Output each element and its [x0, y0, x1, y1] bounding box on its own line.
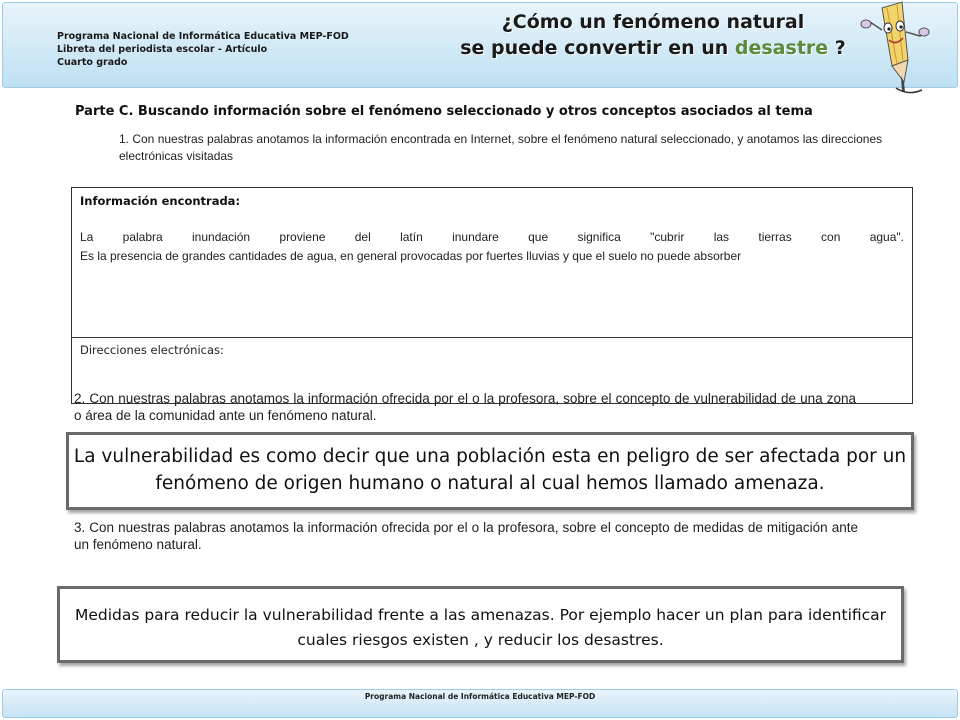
footer-text: Programa Nacional de Informática Educativa MEP-FOD — [364, 692, 596, 701]
page-title — [423, 9, 883, 61]
information-label: Información encontrada: — [80, 194, 241, 208]
title-line-2 — [423, 35, 883, 61]
footer-banner — [2, 689, 958, 718]
instruction-2: 2. Con nuestras palabras anotamos la información ofrecida por el o la profesora, sobre el concepto de vulnerabilidad de una zona o área de la comunidad ante un fenómeno natural. — [74, 391, 856, 423]
information-box — [71, 187, 913, 404]
header-banner — [2, 2, 958, 88]
title-highlight: desastre — [734, 37, 829, 59]
instruction-3: 3. Con nuestras palabras anotamos la información ofrecida por el o la profesora, sobre el concepto de medidas de mitigación ante un fenómeno natural. — [74, 520, 858, 552]
information-text — [80, 228, 904, 266]
vulnerability-answer-text: La vulnerabilidad es como decir que una población esta en peligro de ser afectada por un fenómeno de origen humano o natural al cual hemos llamado amenaza. — [73, 446, 907, 494]
box-divider — [72, 337, 912, 338]
section-title: Parte C. Buscando información sobre el fenómeno seleccionado y otros conceptos asociados al tema — [75, 104, 813, 119]
information-line-1: La palabra inundación proviene del latín inundare que significa "cubrir las tierras con agua". — [80, 230, 904, 244]
instruction-1: 1. Con nuestras palabras anotamos la información encontrada en Internet, sobre el fenómeno natural seleccionado, y anotamos las direcciones electrónicas visitadas — [119, 132, 883, 163]
notebook-name: Libreta del periodista escolar - Artículo — [57, 44, 268, 55]
program-name: Programa Nacional de Informática Educativa MEP-FOD — [57, 31, 349, 42]
title-suffix: ? — [828, 37, 846, 59]
mitigation-answer-text: Medidas para reducir la vulnerabilidad frente a las amenazas. Por ejemplo hacer un plan para identificar cuales riesgos existen , y reducir los desastres. — [74, 606, 887, 649]
vulnerability-answer-box — [66, 432, 914, 510]
mitigation-answer-box — [57, 586, 904, 663]
pencil-character-icon — [858, 0, 938, 98]
title-line-1: ¿Cómo un fenómeno natural — [501, 11, 805, 33]
program-info — [57, 30, 349, 69]
information-line-2: Es la presencia de grandes cantidades de agua, en general provocadas por fuertes lluvias y que el suelo no puede absorber — [80, 249, 742, 263]
title-text: se puede convertir en un — [460, 37, 735, 59]
directions-label: Direcciones electrónicas: — [80, 343, 224, 357]
grade-level: Cuarto grado — [57, 57, 128, 68]
